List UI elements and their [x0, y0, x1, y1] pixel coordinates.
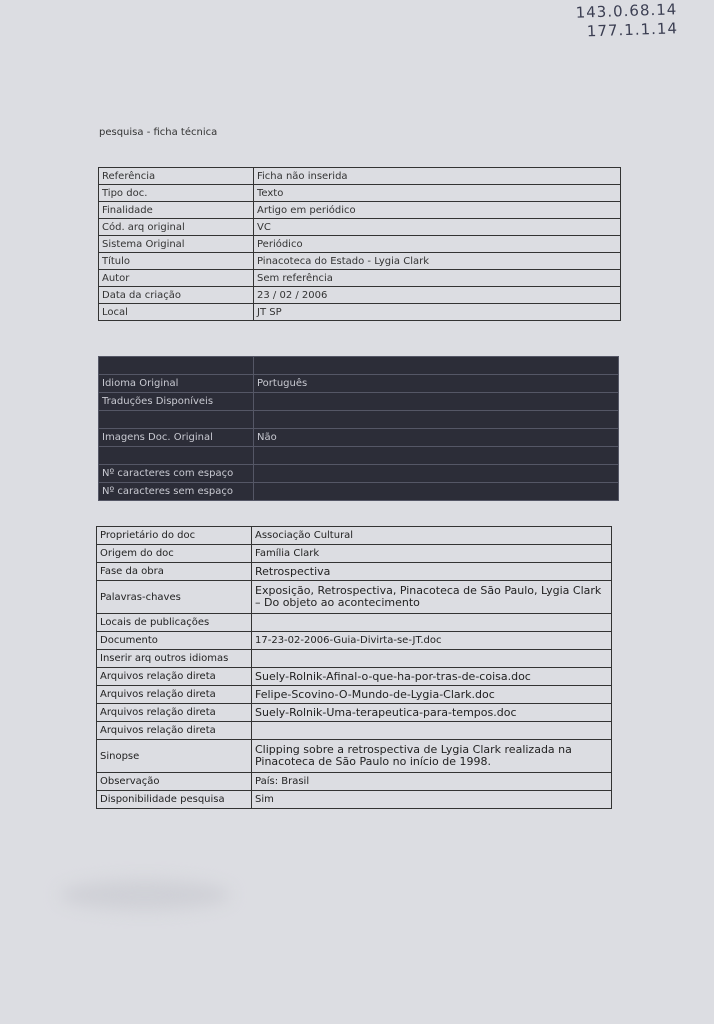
- table-row: [97, 668, 612, 686]
- reference-table: [98, 167, 621, 321]
- field-value: Texto: [254, 185, 621, 202]
- field-label: Documento: [97, 632, 252, 650]
- table-row: [97, 581, 612, 614]
- annotation-line-2: 177.1.1.14: [586, 19, 679, 41]
- field-value: [252, 614, 612, 632]
- table-row: [97, 632, 612, 650]
- field-value: Não: [254, 429, 619, 447]
- field-label: Disponibilidade pesquisa: [97, 791, 252, 809]
- field-value: Sim: [252, 791, 612, 809]
- field-value: [254, 357, 619, 375]
- field-value: JT SP: [254, 304, 621, 321]
- field-label: Origem do doc: [97, 545, 252, 563]
- table-row: [99, 253, 621, 270]
- table-row: [97, 773, 612, 791]
- field-value: Felipe-Scovino-O-Mundo-de-Lygia-Clark.doc: [252, 686, 612, 704]
- table-row: [99, 393, 619, 411]
- table-row: [97, 527, 612, 545]
- table-row: [97, 686, 612, 704]
- table-row: [97, 614, 612, 632]
- field-label: Nº caracteres com espaço: [99, 465, 254, 483]
- table-row: [97, 791, 612, 809]
- field-label: Observação: [97, 773, 252, 791]
- field-label: [99, 357, 254, 375]
- table-row: [99, 411, 619, 429]
- table-row: [99, 287, 621, 304]
- table-row: [97, 722, 612, 740]
- field-label: Nº caracteres sem espaço: [99, 483, 254, 501]
- field-value: Sem referência: [254, 270, 621, 287]
- field-value: Clipping sobre a retrospectiva de Lygia Clark realizada na Pinacoteca de São Paulo no início de 1998.: [252, 740, 612, 773]
- field-value: Suely-Rolnik-Uma-terapeutica-para-tempos.doc: [252, 704, 612, 722]
- table-row: [97, 563, 612, 581]
- table-row: [99, 185, 621, 202]
- table-row: [99, 357, 619, 375]
- field-label: Tipo doc.: [99, 185, 254, 202]
- field-value: [252, 722, 612, 740]
- table-row: [99, 236, 621, 253]
- field-label: Título: [99, 253, 254, 270]
- field-label: Autor: [99, 270, 254, 287]
- field-label: Arquivos relação direta: [97, 704, 252, 722]
- field-label: [99, 411, 254, 429]
- field-value: Periódico: [254, 236, 621, 253]
- field-value: [252, 650, 612, 668]
- field-label: Data da criação: [99, 287, 254, 304]
- table-row: [99, 483, 619, 501]
- field-label: Local: [99, 304, 254, 321]
- table-row: [99, 429, 619, 447]
- field-label: Inserir arq outros idiomas: [97, 650, 252, 668]
- field-label: Palavras-chaves: [97, 581, 252, 614]
- field-label: Proprietário do doc: [97, 527, 252, 545]
- table-row: [99, 447, 619, 465]
- page-title: pesquisa - ficha técnica: [99, 127, 218, 138]
- table-row: [99, 304, 621, 321]
- table-row: [97, 740, 612, 773]
- table-row: [99, 168, 621, 185]
- field-label: Arquivos relação direta: [97, 668, 252, 686]
- field-label: Imagens Doc. Original: [99, 429, 254, 447]
- table-row: [97, 545, 612, 563]
- field-value: Português: [254, 375, 619, 393]
- field-label: Arquivos relação direta: [97, 722, 252, 740]
- field-value: Ficha não inserida: [254, 168, 621, 185]
- table-row: [99, 202, 621, 219]
- field-label: Idioma Original: [99, 375, 254, 393]
- field-value: [254, 483, 619, 501]
- field-value: 17-23-02-2006-Guia-Divirta-se-JT.doc: [252, 632, 612, 650]
- field-value: País: Brasil: [252, 773, 612, 791]
- language-table: [98, 356, 619, 501]
- field-value: Associação Cultural: [252, 527, 612, 545]
- field-value: Pinacoteca do Estado - Lygia Clark: [254, 253, 621, 270]
- field-value: [254, 447, 619, 465]
- handwritten-annotation: [576, 0, 679, 42]
- table-row: [99, 375, 619, 393]
- field-label: Referência: [99, 168, 254, 185]
- field-value: Exposição, Retrospectiva, Pinacoteca de São Paulo, Lygia Clark – Do objeto ao acontecimento: [252, 581, 612, 614]
- scan-smudge: [60, 880, 230, 910]
- field-label: Traduções Disponíveis: [99, 393, 254, 411]
- field-value: Família Clark: [252, 545, 612, 563]
- field-label: Sistema Original: [99, 236, 254, 253]
- field-label: Fase da obra: [97, 563, 252, 581]
- table-row: [99, 465, 619, 483]
- field-value: Retrospectiva: [252, 563, 612, 581]
- annotation-line-1: 143.0.68.14: [575, 0, 678, 22]
- table-row: [99, 219, 621, 236]
- table-row: [97, 704, 612, 722]
- table-row: [97, 650, 612, 668]
- field-value: Suely-Rolnik-Afinal-o-que-ha-por-tras-de-coisa.doc: [252, 668, 612, 686]
- field-value: Artigo em periódico: [254, 202, 621, 219]
- field-label: Cód. arq original: [99, 219, 254, 236]
- field-value: 23 / 02 / 2006: [254, 287, 621, 304]
- table-row: [99, 270, 621, 287]
- document-details-table: [96, 526, 612, 809]
- field-value: [254, 393, 619, 411]
- field-value: [254, 411, 619, 429]
- field-label: Finalidade: [99, 202, 254, 219]
- field-label: Sinopse: [97, 740, 252, 773]
- field-label: [99, 447, 254, 465]
- field-value: [254, 465, 619, 483]
- field-label: Locais de publicações: [97, 614, 252, 632]
- field-value: VC: [254, 219, 621, 236]
- field-label: Arquivos relação direta: [97, 686, 252, 704]
